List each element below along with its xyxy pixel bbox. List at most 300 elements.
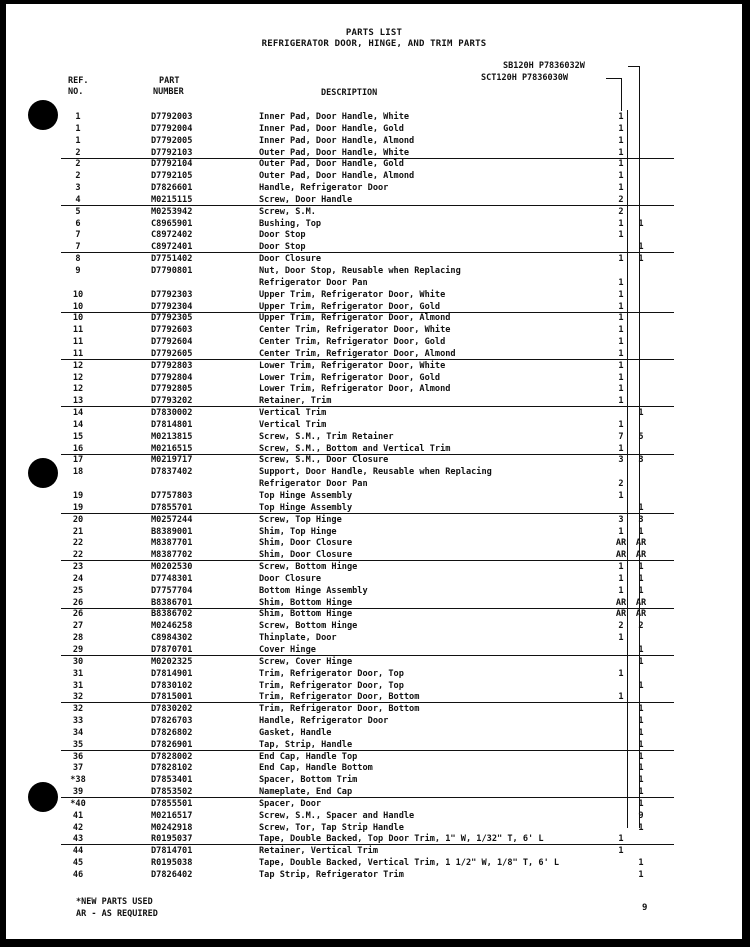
part-number: M0216515	[151, 443, 193, 454]
table-row	[6, 254, 742, 266]
qty-model-2: 5	[638, 431, 644, 442]
qty-model-1: 7	[618, 431, 624, 442]
table-row	[6, 337, 742, 349]
qty-model-2: 1	[638, 727, 644, 738]
description: End Cap, Handle Top	[259, 751, 358, 762]
qty-model-2: AR	[635, 550, 647, 561]
description: Retainer, Vertical Trim	[259, 846, 378, 857]
part-number: D7826901	[151, 739, 193, 750]
ref-no: 21	[72, 526, 84, 537]
description: Shim, Bottom Hinge	[259, 609, 353, 620]
qty-model-1: 1	[618, 348, 624, 359]
description: Upper Trim, Refrigerator Door, Almond	[259, 313, 451, 324]
table-row	[6, 479, 742, 491]
part-number: D7792005	[151, 135, 193, 146]
description: Refrigerator Door Pan	[259, 277, 368, 288]
ref-no: 3	[75, 183, 81, 194]
table-row	[6, 432, 742, 444]
ref-no: 2	[75, 171, 81, 182]
table-row	[6, 574, 742, 586]
part-number: D7751402	[151, 254, 193, 265]
table-row	[6, 195, 742, 207]
table-row	[6, 633, 742, 645]
table-row	[6, 811, 742, 823]
ref-no: 4	[75, 194, 81, 205]
table-row	[6, 870, 742, 882]
table-row	[6, 538, 742, 550]
ref-no: 26	[72, 609, 84, 620]
qty-model-1: 1	[618, 277, 624, 288]
ref-no: 39	[72, 787, 84, 798]
qty-model-1: 1	[618, 254, 624, 265]
qty-model-2: 2	[638, 621, 644, 632]
qty-model-2: 1	[638, 502, 644, 513]
table-row	[6, 740, 742, 752]
part-number: R0195038	[151, 858, 193, 869]
ref-no: 1	[75, 123, 81, 134]
part-number: D7792803	[151, 360, 193, 371]
qty-model-1: 1	[618, 834, 624, 845]
qty-model-1: 1	[618, 171, 624, 182]
qty-model-2: 1	[638, 763, 644, 774]
part-number: M8387702	[151, 550, 193, 561]
table-row	[6, 503, 742, 515]
ref-no: 1	[75, 112, 81, 122]
model-label-2: SCT120H P7836030W	[481, 73, 568, 83]
description: Lower Trim, Refrigerator Door, Almond	[259, 384, 451, 395]
description: Spacer, Bottom Trim	[259, 775, 358, 786]
ref-no: 6	[75, 218, 81, 229]
table-row	[6, 159, 742, 171]
description: Lower Trim, Refrigerator Door, White	[259, 360, 446, 371]
table-row	[6, 230, 742, 242]
ref-no: 42	[72, 822, 84, 833]
part-number: R0195037	[151, 834, 193, 845]
qty-model-1: 1	[618, 692, 624, 703]
description: Nameplate, End Cap	[259, 787, 353, 798]
part-number: D7828102	[151, 763, 193, 774]
description: Inner Pad, Door Handle, Almond	[259, 135, 415, 146]
table-row	[6, 834, 742, 846]
ref-no: 34	[72, 727, 84, 738]
part-number: C8965901	[151, 218, 193, 229]
qty-model-1: AR	[615, 538, 627, 549]
part-number: M0202325	[151, 656, 193, 667]
description: Screw, S.M.	[259, 206, 316, 217]
description: Shim, Top Hinge	[259, 526, 337, 537]
ref-no: 22	[72, 538, 84, 549]
qty-model-2: AR	[635, 538, 647, 549]
part-number: D7792305	[151, 313, 193, 324]
ref-no: 17	[72, 455, 84, 466]
table-row	[6, 219, 742, 231]
part-number: M8387701	[151, 538, 193, 549]
ref-no: 31	[72, 668, 84, 679]
qty-model-1: 1	[618, 147, 624, 158]
part-number: D7792104	[151, 159, 193, 170]
part-number: B8386701	[151, 597, 193, 608]
ref-no: 27	[72, 621, 84, 632]
ref-header-line2: NO.	[68, 87, 84, 97]
qty-model-1: 1	[618, 218, 624, 229]
qty-model-2: 1	[638, 775, 644, 786]
table-row	[6, 763, 742, 775]
table-row	[6, 136, 742, 148]
qty-model-1: 3	[618, 455, 624, 466]
ref-no: 22	[72, 550, 84, 561]
ref-no: 10	[72, 289, 84, 300]
description: Inner Pad, Door Handle, White	[259, 112, 410, 122]
part-number: C8984302	[151, 633, 193, 644]
table-row	[6, 775, 742, 787]
description: Center Trim, Refrigerator Door, White	[259, 325, 451, 336]
description: Spacer, Door	[259, 798, 322, 809]
qty-model-2: 1	[638, 751, 644, 762]
description-header: DESCRIPTION	[321, 88, 378, 98]
part-number: D7853401	[151, 775, 193, 786]
qty-model-1: 1	[618, 123, 624, 134]
table-row	[6, 491, 742, 503]
ref-no: 32	[72, 704, 84, 715]
qty-model-1: 1	[618, 301, 624, 312]
qty-model-1: 3	[618, 514, 624, 525]
qty-model-2: 1	[638, 585, 644, 596]
table-row	[6, 515, 742, 527]
qty-model-1: 2	[618, 621, 624, 632]
table-row	[6, 408, 742, 420]
table-row	[6, 396, 742, 408]
qty-model-1: 1	[618, 562, 624, 573]
description: Screw, S.M., Trim Retainer	[259, 431, 394, 442]
ref-no: 10	[72, 301, 84, 312]
qty-model-1: 2	[618, 479, 624, 490]
part-number: D7826802	[151, 727, 193, 738]
description: Door Stop	[259, 242, 306, 253]
table-row	[6, 278, 742, 290]
part-number: D7793202	[151, 396, 193, 407]
ref-header-line1: REF.	[68, 76, 89, 86]
part-number: D7792003	[151, 112, 193, 122]
qty-model-1: AR	[615, 597, 627, 608]
ref-no: 12	[72, 384, 84, 395]
part-number: D7748301	[151, 573, 193, 584]
table-row	[6, 112, 742, 124]
part-number: D7870701	[151, 644, 193, 655]
ref-no: 18	[72, 467, 84, 478]
table-row	[6, 787, 742, 799]
ref-no: 7	[75, 230, 81, 241]
table-row	[6, 325, 742, 337]
part-number: D7814701	[151, 846, 193, 857]
ref-no: 46	[72, 870, 84, 880]
part-number: D7826601	[151, 183, 193, 194]
qty-model-1: 1	[618, 360, 624, 371]
part-number: M0246258	[151, 621, 193, 632]
qty-model-1: 1	[618, 633, 624, 644]
part-number: M0257244	[151, 514, 193, 525]
description: Center Trim, Refrigerator Door, Almond	[259, 348, 456, 359]
qty-model-2: 9	[638, 810, 644, 821]
description: Bushing, Top	[259, 218, 322, 229]
qty-model-1: 1	[618, 372, 624, 383]
qty-model-1: 1	[618, 183, 624, 194]
part-number: B8389001	[151, 526, 193, 537]
table-row	[6, 444, 742, 456]
part-number: D7830102	[151, 680, 193, 691]
footnote-as-required: AR - AS REQUIRED	[76, 909, 158, 919]
table-row	[6, 207, 742, 219]
qty-model-1: 2	[618, 194, 624, 205]
qty-model-2: 1	[638, 656, 644, 667]
ref-no: 11	[72, 325, 84, 336]
qty-model-2: 1	[638, 870, 644, 880]
part-number: M0202530	[151, 562, 193, 573]
ref-no: 11	[72, 337, 84, 348]
ref-no: 9	[75, 265, 81, 276]
description: Screw, S.M., Door Closure	[259, 455, 389, 466]
table-row	[6, 645, 742, 657]
qty-model-2: 1	[638, 858, 644, 869]
table-row	[6, 373, 742, 385]
ref-no: 19	[72, 491, 84, 501]
page-number: 9	[642, 903, 648, 913]
part-number: D7792805	[151, 384, 193, 395]
qty-model-1: 1	[618, 443, 624, 454]
description: Screw, Door Handle	[259, 194, 353, 205]
parts-list-page	[6, 4, 742, 939]
description: Thinplate, Door	[259, 633, 337, 644]
part-number: M0216517	[151, 810, 193, 821]
table-row	[6, 527, 742, 539]
table-row	[6, 681, 742, 693]
qty-model-1: 2	[618, 206, 624, 217]
table-row	[6, 266, 742, 278]
part-number: D7830202	[151, 704, 193, 715]
table-row	[6, 242, 742, 254]
ref-no: 19	[72, 502, 84, 513]
table-row	[6, 562, 742, 574]
ref-no: 30	[72, 656, 84, 667]
part-number: D7837402	[151, 467, 193, 478]
ref-no: 2	[75, 147, 81, 158]
table-row	[6, 183, 742, 195]
part-number: D7855501	[151, 798, 193, 809]
part-number: C8972402	[151, 230, 193, 241]
qty-model-2: 1	[638, 704, 644, 715]
ref-no: 23	[72, 562, 84, 573]
qty-model-1: 1	[618, 112, 624, 122]
ref-no: 31	[72, 680, 84, 691]
description: Screw, S.M., Spacer and Handle	[259, 810, 415, 821]
ref-no: 26	[72, 597, 84, 608]
part-number: D7792304	[151, 301, 193, 312]
description: Lower Trim, Refrigerator Door, Gold	[259, 372, 441, 383]
description: Handle, Refrigerator Door	[259, 183, 389, 194]
part-number: D7757803	[151, 491, 193, 501]
description: Trim, Refrigerator Door, Top	[259, 668, 404, 679]
table-row	[6, 846, 742, 858]
ref-no: *38	[70, 775, 86, 786]
description: Screw, Cover Hinge	[259, 656, 353, 667]
ref-no: 11	[72, 348, 84, 359]
part-number: D7792605	[151, 348, 193, 359]
qty-model-2: 1	[638, 822, 644, 833]
ref-no: 41	[72, 810, 84, 821]
part-header-line2: NUMBER	[153, 87, 184, 97]
description: Inner Pad, Door Handle, Gold	[259, 123, 404, 134]
part-number: D7828002	[151, 751, 193, 762]
qty-model-2: 1	[638, 254, 644, 265]
ref-no: 12	[72, 372, 84, 383]
ref-no: 14	[72, 408, 84, 419]
ref-no: 37	[72, 763, 84, 774]
description: Bottom Hinge Assembly	[259, 585, 368, 596]
ref-no: *40	[70, 798, 86, 809]
ref-no: 14	[72, 419, 84, 430]
table-row	[6, 598, 742, 610]
table-row	[6, 752, 742, 764]
part-number: D7855701	[151, 502, 193, 513]
qty-model-2: 1	[638, 408, 644, 419]
qty-model-1: 1	[618, 384, 624, 395]
ref-no: 8	[75, 254, 81, 265]
part-number: D7826402	[151, 870, 193, 880]
ref-no: 28	[72, 633, 84, 644]
ref-no: 12	[72, 360, 84, 371]
ref-no: 16	[72, 443, 84, 454]
part-number: M0242918	[151, 822, 193, 833]
page-subtitle: REFRIGERATOR DOOR, HINGE, AND TRIM PARTS	[261, 39, 487, 49]
model-label-1: SB120H P7836032W	[503, 61, 585, 71]
footnote-new-parts: *NEW PARTS USED	[76, 897, 153, 907]
description: Outer Pad, Door Handle, Almond	[259, 171, 415, 182]
description: Retainer, Trim	[259, 396, 332, 407]
description: Outer Pad, Door Handle, Gold	[259, 159, 404, 170]
qty-model-2: AR	[635, 609, 647, 620]
qty-model-1: 1	[618, 846, 624, 857]
ref-no: 13	[72, 396, 84, 407]
table-row	[6, 621, 742, 633]
ref-no: 36	[72, 751, 84, 762]
description: Trim, Refrigerator Door, Bottom	[259, 704, 420, 715]
table-row	[6, 550, 742, 562]
qty-model-1: AR	[615, 609, 627, 620]
description: Handle, Refrigerator Door	[259, 716, 389, 727]
part-number: M0213815	[151, 431, 193, 442]
part-number-header	[153, 76, 184, 98]
part-number: D7792105	[151, 171, 193, 182]
table-row	[6, 361, 742, 373]
description: Upper Trim, Refrigerator Door, Gold	[259, 301, 441, 312]
qty-model-1: 1	[618, 573, 624, 584]
qty-model-1: 1	[618, 668, 624, 679]
description: Screw, Tor, Tap Strip Handle	[259, 822, 404, 833]
qty-model-2: 1	[638, 716, 644, 727]
part-number: D7815001	[151, 692, 193, 703]
description: Center Trim, Refrigerator Door, Gold	[259, 337, 446, 348]
ref-no-header	[68, 76, 88, 98]
table-row	[6, 669, 742, 681]
part-number: D7814901	[151, 668, 193, 679]
part-number: D7792804	[151, 372, 193, 383]
qty-model-1: AR	[615, 550, 627, 561]
part-number: M0215115	[151, 194, 193, 205]
qty-model-2: 1	[638, 526, 644, 537]
table-row	[6, 290, 742, 302]
table-row	[6, 313, 742, 325]
description: Tape, Double Backed, Top Door Trim, 1" W, 1/32" T, 6' L	[259, 834, 544, 845]
description: Refrigerator Door Pan	[259, 479, 368, 490]
ref-no: 10	[72, 313, 84, 324]
part-number: D7814801	[151, 419, 193, 430]
ref-no: 35	[72, 739, 84, 750]
description: Screw, Bottom Hinge	[259, 621, 358, 632]
part-header-line1: PART	[159, 76, 180, 86]
table-row	[6, 586, 742, 598]
qty-model-2: 3	[638, 514, 644, 525]
qty-model-2: 3	[638, 455, 644, 466]
part-number: D7830002	[151, 408, 193, 419]
ref-no: 7	[75, 242, 81, 253]
qty-model-1: 1	[618, 396, 624, 407]
table-row	[6, 148, 742, 160]
part-number: D7792004	[151, 123, 193, 134]
qty-model-2: 1	[638, 242, 644, 253]
ref-no: 24	[72, 573, 84, 584]
qty-model-1: 1	[618, 313, 624, 324]
table-row	[6, 420, 742, 432]
qty-model-2: AR	[635, 597, 647, 608]
qty-model-2: 1	[638, 218, 644, 229]
table-row	[6, 704, 742, 716]
qty-model-1: 1	[618, 325, 624, 336]
part-number: D7790801	[151, 265, 193, 276]
qty-model-2: 1	[638, 798, 644, 809]
qty-model-1: 1	[618, 526, 624, 537]
description: Vertical Trim	[259, 408, 327, 419]
qty-model-1: 1	[618, 135, 624, 146]
page-title: PARTS LIST	[345, 28, 403, 38]
qty-model-1: 1	[618, 419, 624, 430]
table-row	[6, 384, 742, 396]
part-number: C8972401	[151, 242, 193, 253]
ref-no: 20	[72, 514, 84, 525]
description: Nut, Door Stop, Reusable when Replacing	[259, 265, 461, 276]
table-row	[6, 349, 742, 361]
description: Shim, Door Closure	[259, 550, 353, 561]
part-number: D7792303	[151, 289, 193, 300]
table-row	[6, 609, 742, 621]
part-number: D7826703	[151, 716, 193, 727]
description: Tap, Strip, Handle	[259, 739, 353, 750]
table-row	[6, 657, 742, 669]
description: Door Stop	[259, 230, 306, 241]
ref-no: 29	[72, 644, 84, 655]
qty-model-2: 1	[638, 562, 644, 573]
description: Top Hinge Assembly	[259, 491, 353, 501]
qty-model-1: 1	[618, 159, 624, 170]
ref-no: 33	[72, 716, 84, 727]
description: Support, Door Handle, Reusable when Replacing	[259, 467, 492, 478]
qty-model-2: 1	[638, 680, 644, 691]
part-number: M0219717	[151, 455, 193, 466]
part-number: D7853502	[151, 787, 193, 798]
description: Top Hinge Assembly	[259, 502, 353, 513]
parts-table	[6, 112, 742, 882]
model-1-bracket	[628, 66, 640, 111]
ref-no: 44	[72, 846, 84, 857]
qty-model-1: 1	[618, 337, 624, 348]
